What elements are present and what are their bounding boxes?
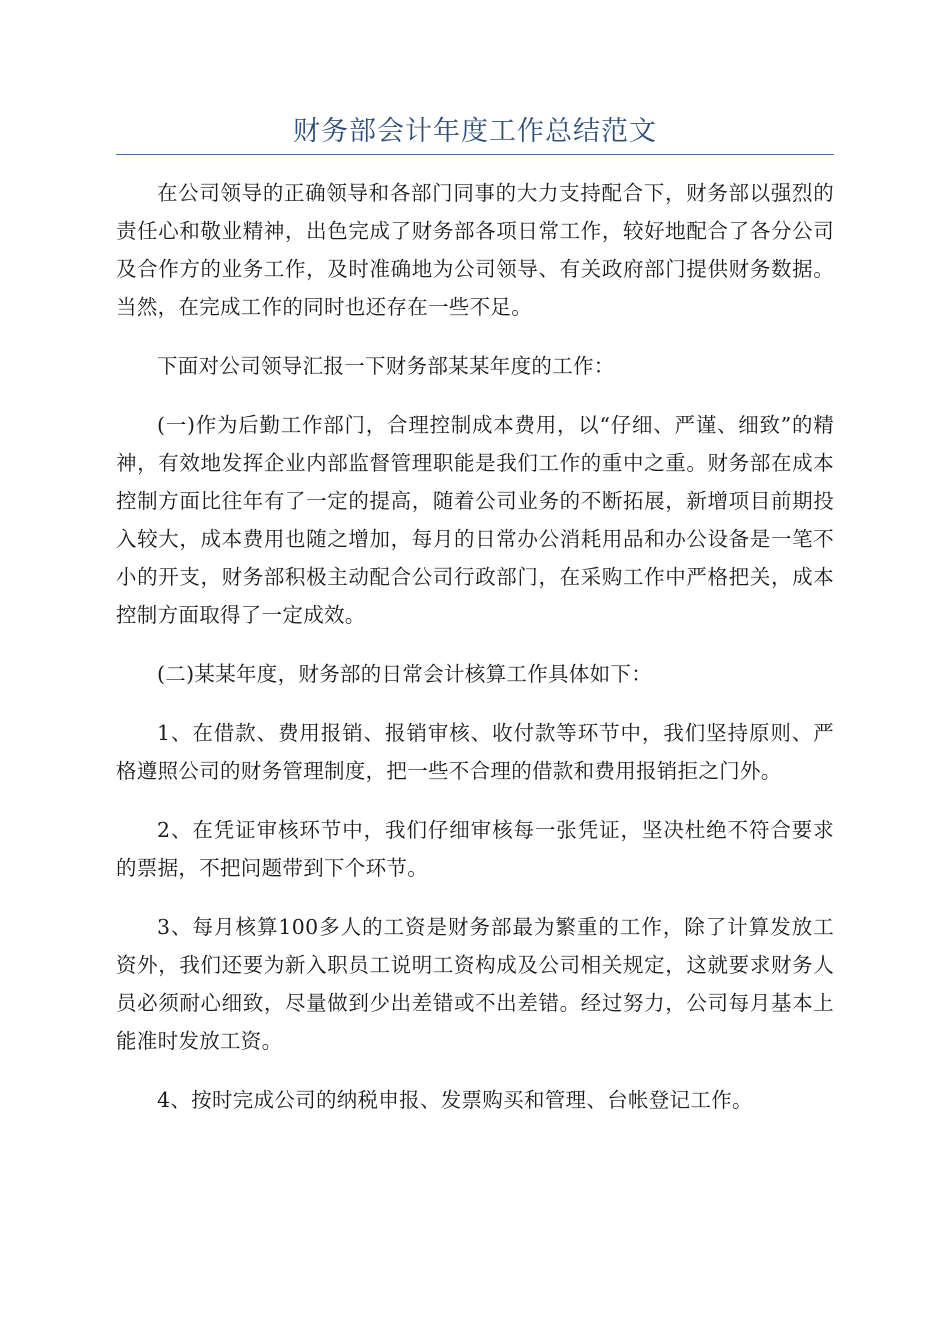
paragraph-item-1: 1、在借款、费用报销、报销审核、收付款等环节中，我们坚持原则、严格遵照公司的财务管理制度，把一些不合理的借款和费用报销拒之门外。: [116, 721, 834, 783]
paragraph-section-1: (一)作为后勤工作部门，合理控制成本费用，以“仔细、严谨、细致”的精神，有效地发挥企业内部监督管理职能是我们工作的重中之重。财务部在成本控制方面比往年有了一定的提高，随着公司业务的不断拓展，新增项目前期投入较大，成本费用也随之增加，每月的日常办公消耗用品和办公设备是一笔不小的开支，财务部积极主动配合公司行政部门，在采购工作中严格把关，成本控制方面取得了一定成效。: [116, 413, 834, 627]
title-container: [116, 112, 834, 152]
document-body: [116, 174, 834, 1140]
paragraph-section-2: (二)某某年度，财务部的日常会计核算工作具体如下：: [157, 662, 652, 686]
paragraph-item-4: 4、按时完成公司的纳税申报、发票购买和管理、台帐登记工作。: [157, 1088, 753, 1112]
title-underline: [116, 154, 834, 155]
paragraph-report-lead: 下面对公司领导汇报一下财务部某某年度的工作：: [157, 354, 615, 378]
paragraph-item-2: 2、在凭证审核环节中，我们仔细审核每一张凭证，坚决杜绝不符合要求的票据，不把问题带到下个环节。: [116, 818, 834, 880]
paragraph-intro: 在公司领导的正确领导和各部门同事的大力支持配合下，财务部以强烈的责任心和敬业精神，出色完成了财务部各项日常工作，较好地配合了各分公司及合作方的业务工作，及时准确地为公司领导、有关政府部门提供财务数据。当然，在完成工作的同时也还存在一些不足。: [116, 181, 834, 319]
paragraph-item-3: 3、每月核算100多人的工资是财务部最为繁重的工作，除了计算发放工资外，我们还要为新入职员工说明工资构成及公司相关规定，这就要求财务人员必须耐心细致，尽量做到少出差错或不出差错。经过努力，公司每月基本上能准时发放工资。: [116, 915, 834, 1053]
document-title: 财务部会计年度工作总结范文: [293, 116, 657, 147]
